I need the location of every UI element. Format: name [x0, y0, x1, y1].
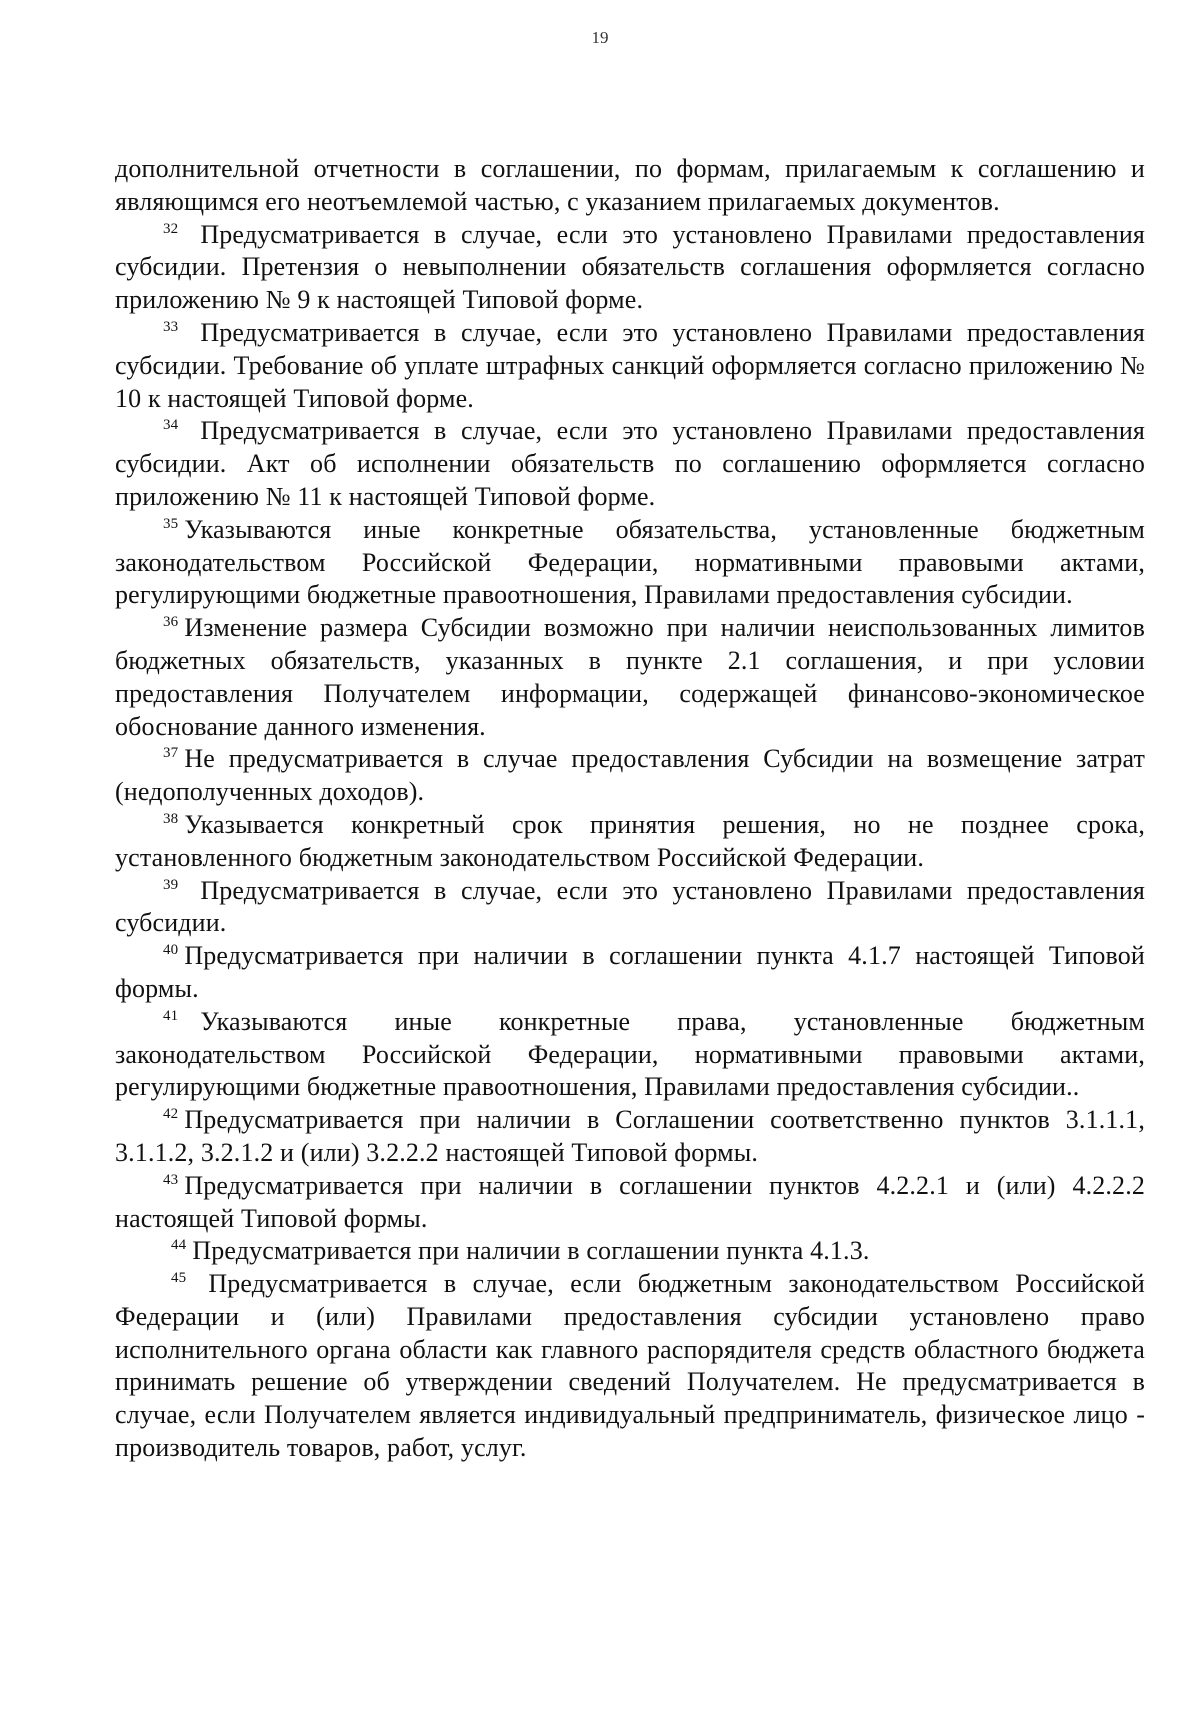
footnote-text: Предусматривается при наличии в соглашении пункта 4.1.7 настоящей Типовой формы.: [115, 941, 1145, 1003]
footnote-35: [115, 514, 1145, 612]
footnote-45: [115, 1268, 1145, 1465]
footnote-text: Указываются иные конкретные обязательства, установленные бюджетным законодательством Российской Федерации, нормативными правовыми актами, регулирующими бюджетные правоотношения, Правилами предоставления субсидии.: [115, 514, 1145, 610]
footnote-39: [115, 875, 1145, 941]
footnote-32: [115, 219, 1145, 317]
footnote-text: Указываются иные конкретные права, установленные бюджетным законодательством Российской Федерации, нормативными правовыми актами, регулирующими бюджетные правоотношения, Правилами предоставления субсидии..: [115, 1006, 1145, 1102]
footnote-37: [115, 743, 1145, 809]
footnote-mark: 33: [163, 318, 179, 335]
footnotes-body: [115, 153, 1145, 1465]
footnote-33: [115, 317, 1145, 415]
footnote-text: Предусматривается в случае, если это установлено Правилами предоставления субсидии. Претензия о невыполнении обязательств соглашения оформляется согласно приложению № 9 к настоящей Типовой форме.: [115, 219, 1145, 315]
footnote-38: [115, 809, 1145, 875]
footnote-mark: 40: [163, 942, 179, 959]
footnote-text: Предусматривается при наличии в соглашении пунктов 4.2.2.1 и (или) 4.2.2.2 настоящей Типовой формы.: [115, 1170, 1145, 1233]
footnote-text: Предусматривается в случае, если бюджетным законодательством Российской Федерации и (или) Правилами предоставления субсидии установлено право исполнительного органа области как главного распорядителя средств областного бюджета принимать решение об утверждении сведений Получателем. Не предусматривается в случае, если Получателем является индивидуальный предприниматель, физическое лицо - производитель товаров, работ, услуг.: [115, 1269, 1145, 1463]
page-number: 19: [591, 28, 609, 47]
footnote-mark: 45: [171, 1270, 187, 1287]
footnote-mark: 39: [163, 876, 179, 893]
footnote-mark: 44: [171, 1237, 187, 1254]
footnote-mark: 34: [163, 417, 179, 434]
footnote-40: [115, 940, 1145, 1006]
footnote-text: Не предусматривается в случае предоставления Субсидии на возмещение затрат (недополученных доходов).: [115, 744, 1145, 807]
footnote-text: Предусматривается в случае, если это установлено Правилами предоставления субсидии.: [115, 875, 1145, 938]
footnote-44: [115, 1235, 1145, 1268]
footnote-36: [115, 612, 1145, 743]
footnote-mark: 37: [163, 745, 179, 762]
footnote-text: Указывается конкретный срок принятия решения, но не позднее срока, установленного бюджетным законодательством Российской Федерации.: [115, 809, 1145, 872]
footnote-42: [115, 1104, 1145, 1170]
footnote-43: [115, 1170, 1145, 1236]
footnote-mark: 32: [163, 220, 179, 237]
footnote-mark: 38: [163, 810, 179, 827]
footnote-mark: 35: [163, 515, 179, 532]
footnote-mark: 41: [163, 1007, 179, 1024]
footnote-mark: 42: [163, 1106, 179, 1123]
footnote-text: Предусматривается в случае, если это установлено Правилами предоставления субсидии. Требование об уплате штрафных санкций оформляется согласно приложению № 10 к настоящей Типовой форме.: [115, 317, 1145, 413]
footnote-mark: 36: [163, 614, 179, 631]
footnote-34: [115, 415, 1145, 513]
footnote-text: Изменение размера Субсидии возможно при наличии неиспользованных лимитов бюджетных обязательств, указанных в пункте 2.1 соглашения, и при условии предоставления Получателем информации, содержащей финансово-экономическое обоснование данного изменения.: [115, 613, 1145, 741]
footnote-mark: 43: [163, 1171, 179, 1188]
footnote-text: Предусматривается при наличии в соглашении пункта 4.1.3.: [192, 1236, 870, 1266]
footnote-41: [115, 1006, 1145, 1104]
footnote-continuation: [115, 153, 1145, 219]
footnote-text: дополнительной отчетности в соглашении, по формам, прилагаемым к соглашению и являющимся его неотъемлемой частью, с указанием прилагаемых документов.: [115, 154, 1145, 216]
footnote-text: Предусматривается при наличии в Соглашении соответственно пунктов 3.1.1.1, 3.1.1.2, 3.2.1.2 и (или) 3.2.2.2 настоящей Типовой формы.: [115, 1105, 1145, 1167]
footnote-text: Предусматривается в случае, если это установлено Правилами предоставления субсидии. Акт об исполнении обязательств по соглашению оформляется согласно приложению № 11 к настоящей Типовой форме.: [115, 416, 1145, 511]
